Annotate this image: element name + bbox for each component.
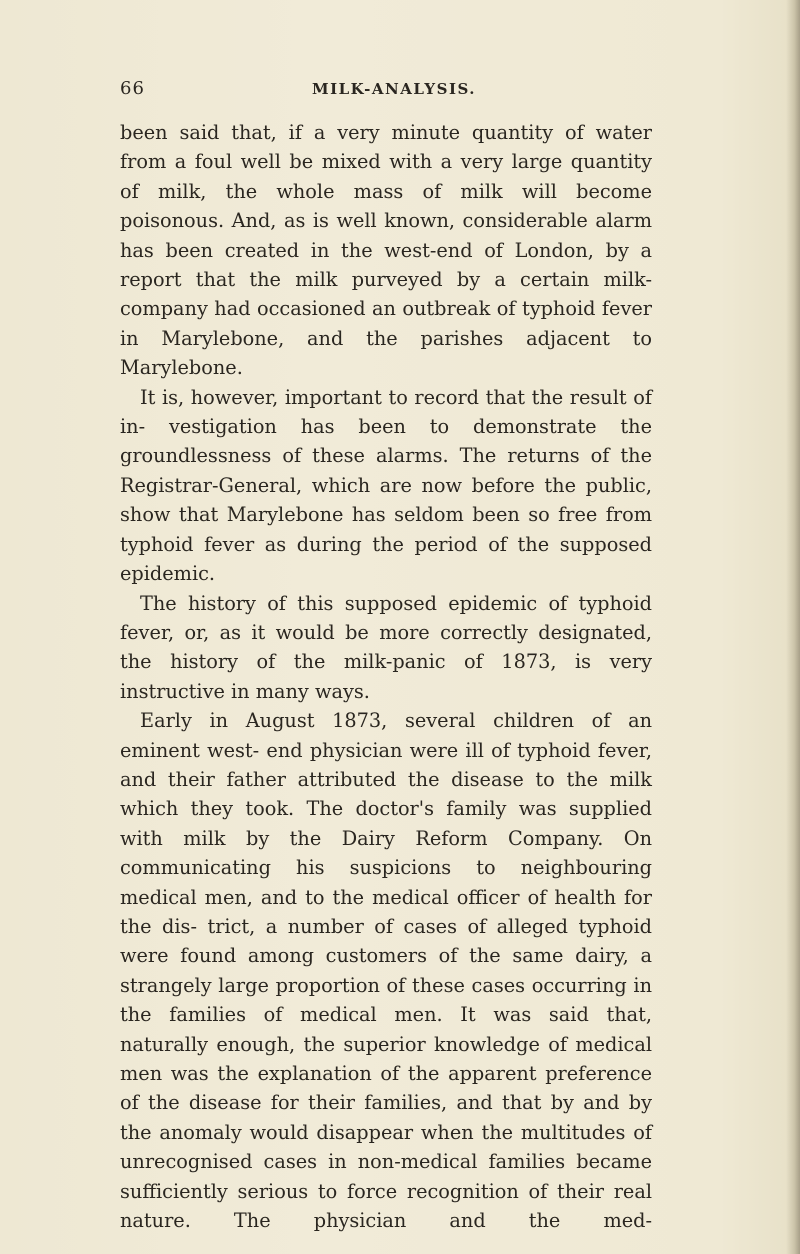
body-text [120,118,652,1235]
paragraph-1: been said that, if a very minute quantity of water from a foul well be mixed with a very large quantity of milk, the whole mass of milk will become poisonous. And, as is well known, considerable alarm has been created in the west-end of London, by a report that the milk purveyed by a certain milk-company had occasioned an outbreak of typhoid fever in Marylebone, and the parishes adjacent to Marylebone. [120,121,652,380]
running-title: MILK-ANALYSIS. [312,80,476,98]
paragraph-2: It is, however, important to record that the result of in- vestigation has been to demonstrate the groundlessness of these alarms. The returns of the Registrar-General, which are now before the public, show that Marylebone has seldom been so free from typhoid fever as during the period of the supposed epidemic. [120,385,652,586]
page-number: 66 [120,78,145,99]
page-header [120,78,668,108]
paragraph-3: The history of this supposed epidemic of typhoid fever, or, as it would be more correctly designated, the history of the milk-panic of 1873, is very instructive in many ways. [120,591,652,703]
page-edge-shadow [786,0,800,1254]
paragraph-4: Early in August 1873, several children of an eminent west- end physician were ill of typhoid fever, and their father attributed the disease to the milk which they took. The doctor's family was supplied with milk by the Dairy Reform Company. On communicating his suspicions to neighbouring medical men, and to the medical officer of health for the dis- trict, a number of cases of alleged typhoid were found among customers of the same dairy, a strangely large proportion of these cases occurring in the families of medical men. It was said that, naturally enough, the superior knowledge of medical men was the explanation of the apparent preference of the disease for their families, and that by and by the anomaly would disappear when the multitudes of unrecognised cases in non-medical families became sufficiently serious to force recognition of their real nature. The physician and the med- [120,709,652,1233]
